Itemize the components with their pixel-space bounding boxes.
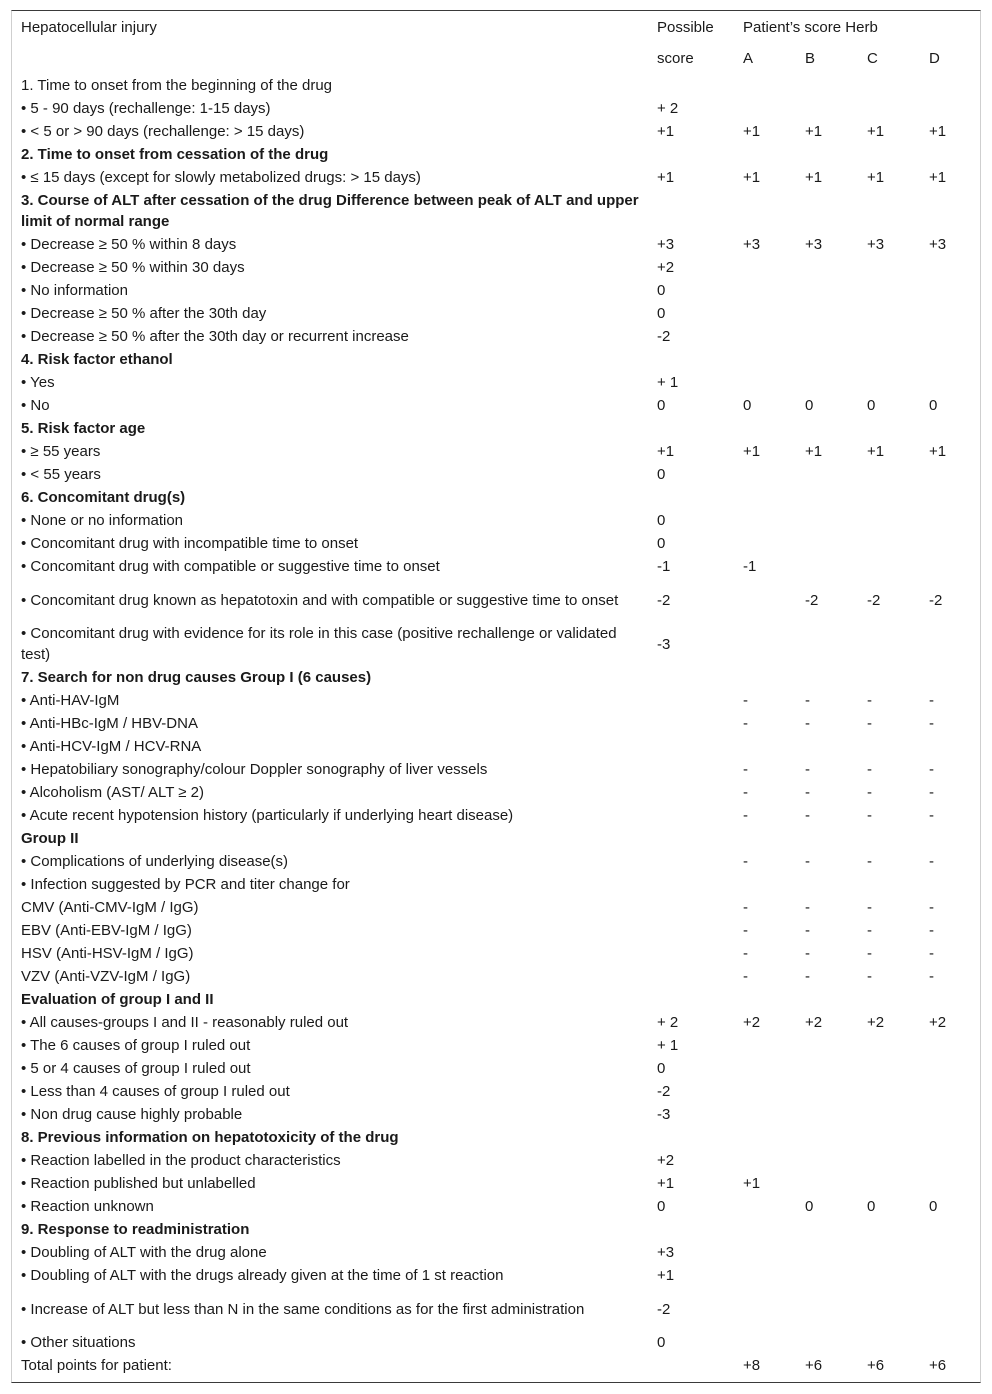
row-label: 7. Search for non drug causes Group I (6 causes) — [21, 669, 372, 686]
possible-score: +2 — [657, 259, 675, 276]
table-row — [0, 120, 992, 143]
possible-score: +3 — [657, 1244, 675, 1261]
table-row — [0, 1149, 992, 1172]
table-row — [0, 1331, 992, 1354]
row-label: • No — [21, 397, 50, 414]
table-row — [0, 371, 992, 394]
table-row — [0, 394, 992, 417]
row-label: • Anti-HCV-IgM / HCV-RNA — [21, 738, 202, 755]
col-header-b: B — [805, 50, 816, 67]
table-row — [0, 689, 992, 712]
table-row — [0, 1103, 992, 1126]
row-label: • Anti-HBc-IgM / HBV-DNA — [21, 715, 198, 732]
possible-score — [657, 850, 737, 873]
row-label: • ≥ 55 years — [21, 443, 101, 460]
score-c: 0 — [867, 397, 876, 414]
table-row — [0, 97, 992, 120]
score-b: -2 — [805, 591, 819, 609]
possible-score: + 2 — [657, 100, 679, 117]
row-label: 8. Previous information on hepatotoxicity of the drug — [21, 1129, 399, 1146]
possible-score — [657, 896, 737, 919]
row-label: • Doubling of ALT with the drug alone — [21, 1244, 267, 1261]
possible-score — [657, 988, 737, 1011]
score-d: - — [929, 899, 934, 916]
possible-score: + 2 — [657, 1014, 679, 1031]
table-row — [0, 532, 992, 555]
row-label: • Hepatobiliary sonography/colour Doppler sonography of liver vessels — [21, 761, 488, 778]
table-row — [0, 233, 992, 256]
score-a: - — [743, 945, 748, 962]
possible-score — [657, 348, 737, 371]
possible-score: +3 — [657, 236, 675, 253]
score-b: +6 — [805, 1357, 823, 1374]
score-b: +1 — [805, 169, 823, 186]
possible-score — [657, 781, 737, 804]
score-b: - — [805, 899, 810, 916]
score-d: - — [929, 784, 934, 801]
score-a: -1 — [743, 558, 757, 575]
table-row — [0, 463, 992, 486]
possible-score — [657, 965, 737, 988]
row-label: 3. Course of ALT after cessation of the drug Difference between peak of ALT and upper limit of normal range — [21, 192, 639, 230]
possible-score: -3 — [657, 1106, 671, 1123]
row-label: CMV (Anti-CMV-IgM / IgG) — [21, 899, 199, 916]
possible-score: + 1 — [657, 1037, 679, 1054]
table-row — [0, 348, 992, 371]
row-label: 6. Concomitant drug(s) — [21, 489, 186, 506]
possible-score: -2 — [657, 328, 671, 345]
row-label: • Acute recent hypotension history (particularly if underlying heart disease) — [21, 807, 514, 824]
score-a: - — [743, 853, 748, 870]
row-label: • Decrease ≥ 50 % within 8 days — [21, 236, 237, 253]
table-row — [0, 666, 992, 689]
score-c: - — [867, 784, 872, 801]
score-d: 0 — [929, 1198, 938, 1215]
score-d: +6 — [929, 1357, 947, 1374]
score-a: - — [743, 761, 748, 778]
score-d: - — [929, 715, 934, 732]
col-header-c: C — [867, 50, 878, 67]
possible-score: -2 — [657, 1300, 671, 1318]
row-label: • All causes-groups I and II - reasonably ruled out — [21, 1014, 349, 1031]
score-a: - — [743, 784, 748, 801]
score-c: - — [867, 899, 872, 916]
table-row — [0, 486, 992, 509]
row-label: HSV (Anti-HSV-IgM / IgG) — [21, 945, 194, 962]
possible-score-header: Possible — [657, 19, 714, 36]
possible-score: +1 — [657, 1175, 675, 1192]
possible-score: +1 — [657, 443, 675, 460]
possible-score: 0 — [657, 1198, 666, 1215]
row-label: • Infection suggested by PCR and titer change for — [21, 876, 350, 893]
table-row — [0, 1264, 992, 1287]
score-d: +3 — [929, 236, 947, 253]
score-d: - — [929, 922, 934, 939]
score-d: +2 — [929, 1014, 947, 1031]
score-c: -2 — [867, 591, 881, 609]
score-d: - — [929, 945, 934, 962]
table-row — [0, 988, 992, 1011]
score-b: - — [805, 853, 810, 870]
row-label: • < 55 years — [21, 466, 101, 483]
row-label: • Yes — [21, 374, 55, 391]
row-label: • Anti-HAV-IgM — [21, 692, 120, 709]
score-a: +8 — [743, 1357, 761, 1374]
score-b: - — [805, 761, 810, 778]
table-row — [0, 166, 992, 189]
table-row — [0, 1354, 992, 1377]
possible-score: -1 — [657, 558, 671, 575]
score-b: 0 — [805, 397, 814, 414]
possible-score — [657, 942, 737, 965]
score-c: - — [867, 761, 872, 778]
row-label: • Reaction unknown — [21, 1198, 154, 1215]
score-d: +1 — [929, 123, 947, 140]
possible-score — [657, 1354, 737, 1377]
table-row — [0, 827, 992, 850]
score-b: - — [805, 945, 810, 962]
possible-score — [657, 486, 737, 509]
possible-score — [657, 758, 737, 781]
row-label: • < 5 or > 90 days (rechallenge: > 15 days) — [21, 123, 305, 140]
possible-score: 0 — [657, 282, 666, 299]
row-label: 9. Response to readministration — [21, 1221, 250, 1238]
score-a: +1 — [743, 169, 761, 186]
possible-score — [657, 417, 737, 440]
score-b: - — [805, 807, 810, 824]
table-row — [0, 417, 992, 440]
table-row — [0, 804, 992, 827]
possible-score — [657, 804, 737, 827]
row-label: • Alcoholism (AST/ ALT ≥ 2) — [21, 784, 204, 801]
score-c: - — [867, 968, 872, 985]
table-row — [0, 1195, 992, 1218]
possible-score: -3 — [657, 635, 671, 653]
score-a: 0 — [743, 397, 752, 414]
row-label: • Decrease ≥ 50 % within 30 days — [21, 259, 245, 276]
score-b: - — [805, 922, 810, 939]
possible-score — [657, 74, 737, 97]
table-row — [0, 873, 992, 896]
possible-score: 0 — [657, 1334, 666, 1351]
score-d: - — [929, 761, 934, 778]
possible-score — [657, 873, 737, 896]
score-c: - — [867, 945, 872, 962]
row-label: • Concomitant drug with evidence for its role in this case (positive rechallenge or validated test) — [21, 625, 617, 663]
row-label: • Non drug cause highly probable — [21, 1106, 243, 1123]
table-row — [0, 325, 992, 348]
col-header-a: A — [743, 50, 754, 67]
row-label: • 5 or 4 causes of group I ruled out — [21, 1060, 251, 1077]
score-c: +3 — [867, 236, 885, 253]
score-a: - — [743, 715, 748, 732]
table-row — [0, 942, 992, 965]
score-a: - — [743, 899, 748, 916]
possible-score — [657, 689, 737, 712]
row-label: • Increase of ALT but less than N in the same conditions as for the first administration — [21, 1300, 585, 1318]
score-d: - — [929, 692, 934, 709]
score-c: - — [867, 807, 872, 824]
row-label: VZV (Anti-VZV-IgM / IgG) — [21, 968, 191, 985]
score-b: - — [805, 784, 810, 801]
score-a: +1 — [743, 443, 761, 460]
possible-score: -2 — [657, 591, 671, 609]
row-label: • Complications of underlying disease(s) — [21, 853, 289, 870]
possible-score: +1 — [657, 123, 675, 140]
col-header-d: D — [929, 50, 940, 67]
row-label: • Reaction published but unlabelled — [21, 1175, 256, 1192]
table-row — [0, 919, 992, 942]
table-row — [0, 1057, 992, 1080]
table-row — [0, 302, 992, 325]
possible-score: 0 — [657, 466, 666, 483]
score-a: +1 — [743, 123, 761, 140]
table-row — [0, 1011, 992, 1034]
score-c: 0 — [867, 1198, 876, 1215]
score-a: +3 — [743, 236, 761, 253]
score-a: - — [743, 968, 748, 985]
table-row — [0, 965, 992, 988]
score-b: 0 — [805, 1198, 814, 1215]
score-c: +2 — [867, 1014, 885, 1031]
row-label: • Less than 4 causes of group I ruled out — [21, 1083, 290, 1100]
possible-score: +1 — [657, 169, 675, 186]
row-label: • Decrease ≥ 50 % after the 30th day — [21, 305, 267, 322]
score-d: 0 — [929, 397, 938, 414]
row-label: • Reaction labelled in the product characteristics — [21, 1152, 341, 1169]
table-row — [0, 143, 992, 166]
score-c: +1 — [867, 169, 885, 186]
header-row-1 — [0, 16, 992, 39]
score-c: +6 — [867, 1357, 885, 1374]
row-label: 2. Time to onset from cessation of the drug — [21, 146, 329, 163]
row-label: • Concomitant drug with compatible or suggestive time to onset — [21, 558, 440, 575]
possible-score — [657, 919, 737, 942]
table-row — [0, 1126, 992, 1149]
table-row — [0, 509, 992, 532]
possible-score — [657, 1126, 737, 1149]
score-b: - — [805, 692, 810, 709]
possible-score — [657, 712, 737, 735]
score-b: +1 — [805, 123, 823, 140]
row-label: Group II — [21, 830, 79, 847]
score-d: - — [929, 807, 934, 824]
score-d: -2 — [929, 591, 943, 609]
table-row — [0, 1218, 992, 1241]
possible-score: 0 — [657, 512, 666, 529]
row-label: Total points for patient: — [21, 1357, 172, 1374]
table-row — [0, 189, 992, 233]
table-row — [0, 622, 992, 666]
possible-score — [657, 189, 737, 233]
table-row — [0, 758, 992, 781]
table-row — [0, 1287, 992, 1331]
possible-score: 0 — [657, 397, 666, 414]
possible-score: +2 — [657, 1152, 675, 1169]
row-label: EBV (Anti-EBV-IgM / IgG) — [21, 922, 192, 939]
score-b: +3 — [805, 236, 823, 253]
possible-score — [657, 1218, 737, 1241]
table-row — [0, 781, 992, 804]
row-label: 1. Time to onset from the beginning of the drug — [21, 77, 333, 94]
possible-score: +1 — [657, 1267, 675, 1284]
score-a: - — [743, 807, 748, 824]
score-a: - — [743, 692, 748, 709]
score-d: +1 — [929, 443, 947, 460]
possible-score: 0 — [657, 535, 666, 552]
row-label: • ≤ 15 days (except for slowly metabolized drugs: > 15 days) — [21, 169, 421, 186]
table-row — [0, 555, 992, 578]
row-label: • No information — [21, 282, 128, 299]
row-label: 4. Risk factor ethanol — [21, 351, 173, 368]
possible-score — [657, 735, 737, 758]
header-row-2 — [0, 47, 992, 70]
score-c: - — [867, 853, 872, 870]
score-d: - — [929, 853, 934, 870]
table-row — [0, 440, 992, 463]
score-b: +2 — [805, 1014, 823, 1031]
row-label: • Concomitant drug with incompatible time to onset — [21, 535, 359, 552]
score-c: - — [867, 715, 872, 732]
possible-score: 0 — [657, 305, 666, 322]
possible-score: 0 — [657, 1060, 666, 1077]
patients-score-header: Patient’s score Herb — [743, 19, 878, 36]
table-row — [0, 256, 992, 279]
possible-score — [657, 143, 737, 166]
table-row — [0, 896, 992, 919]
possible-score: -2 — [657, 1083, 671, 1100]
possible-score — [657, 666, 737, 689]
table-title: Hepatocellular injury — [21, 19, 157, 36]
table-row — [0, 578, 992, 622]
score-c: - — [867, 922, 872, 939]
row-label: • Concomitant drug known as hepatotoxin and with compatible or suggestive time to onset — [21, 591, 619, 609]
score-d: +1 — [929, 169, 947, 186]
table-row — [0, 1034, 992, 1057]
score-c: +1 — [867, 443, 885, 460]
score-d: - — [929, 968, 934, 985]
table-row — [0, 1241, 992, 1264]
possible-score: + 1 — [657, 374, 679, 391]
score-c: +1 — [867, 123, 885, 140]
possible-score — [657, 827, 737, 850]
score-a: +1 — [743, 1175, 761, 1192]
table-row — [0, 1172, 992, 1195]
score-b: - — [805, 968, 810, 985]
score-b: +1 — [805, 443, 823, 460]
row-label: • 5 - 90 days (rechallenge: 1-15 days) — [21, 100, 271, 117]
table-row — [0, 712, 992, 735]
score-c: - — [867, 692, 872, 709]
row-label: • Decrease ≥ 50 % after the 30th day or recurrent increase — [21, 328, 409, 345]
score-a: - — [743, 922, 748, 939]
score-a: +2 — [743, 1014, 761, 1031]
row-label: • Doubling of ALT with the drugs already given at the time of 1 st reaction — [21, 1267, 504, 1284]
table-row — [0, 279, 992, 302]
table-row — [0, 1080, 992, 1103]
table-row — [0, 735, 992, 758]
score-b: - — [805, 715, 810, 732]
row-label: 5. Risk factor age — [21, 420, 146, 437]
table-row — [0, 850, 992, 873]
row-label: • The 6 causes of group I ruled out — [21, 1037, 251, 1054]
possible-score-header-2: score — [657, 50, 694, 67]
row-label: Evaluation of group I and II — [21, 991, 214, 1008]
row-label: • None or no information — [21, 512, 184, 529]
row-label: • Other situations — [21, 1334, 136, 1351]
table-row — [0, 74, 992, 97]
